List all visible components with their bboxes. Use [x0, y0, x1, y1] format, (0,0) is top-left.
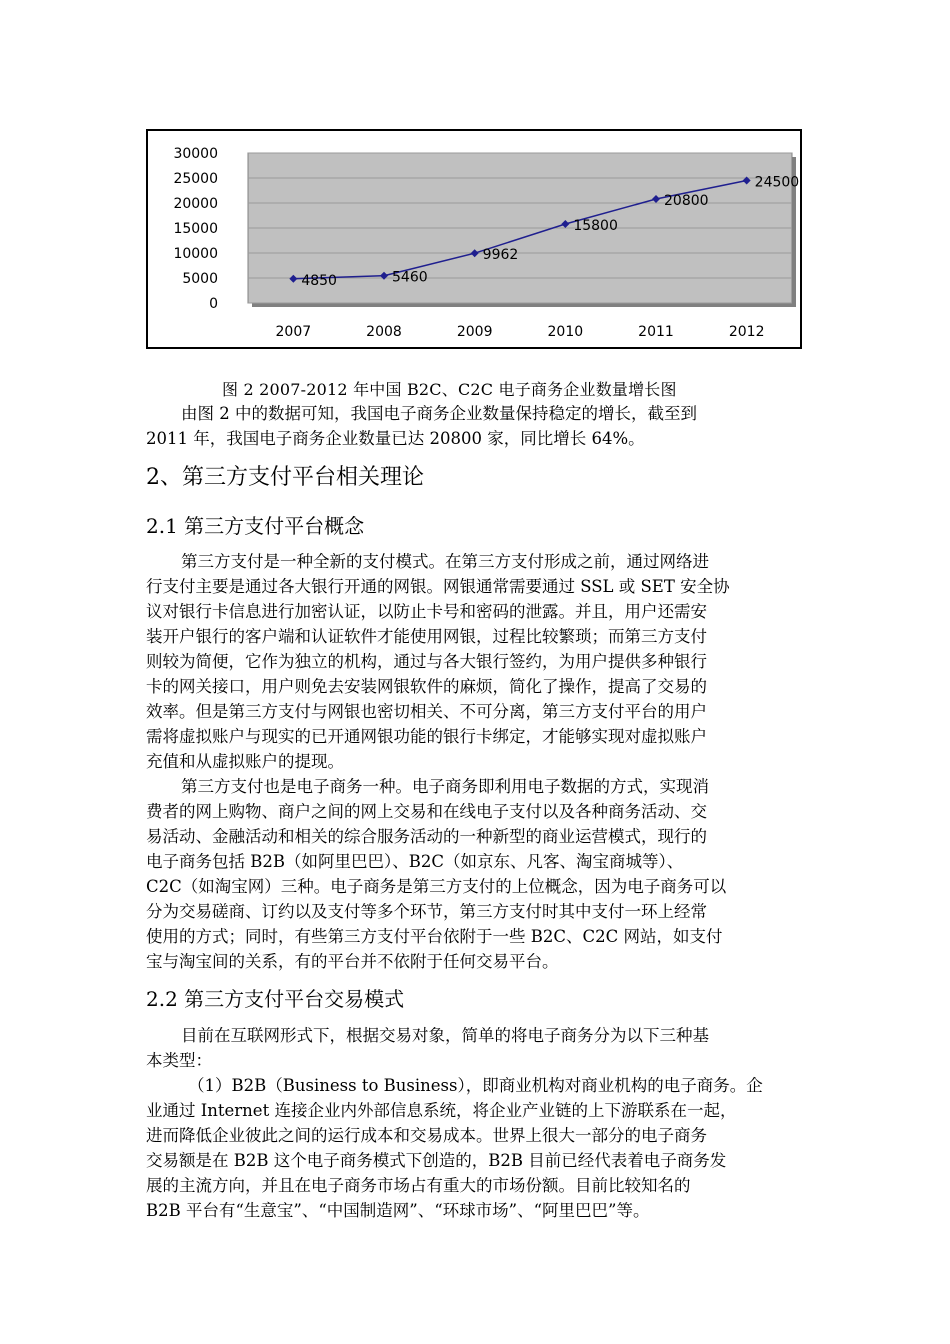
paragraph-summary	[146, 401, 806, 451]
paragraph-line: 第三方支付也是电子商务一种。电子商务即利用电子数据的方式，实现消	[181, 777, 709, 796]
paragraph-line: 装开户银行的客户端和认证软件才能使用网银，过程比较繁琐；而第三方支付	[146, 627, 707, 646]
paragraph-line: 宝与淘宝间的关系，有的平台并不依附于任何交易平台。	[146, 952, 559, 971]
paragraph-line: 分为交易磋商、订约以及支付等多个环节，第三方支付时其中支付一环上经常	[146, 902, 707, 921]
paragraph-line: 本类型：	[146, 1051, 212, 1070]
paragraph-types-intro	[146, 1023, 806, 1073]
data-label: 24500	[754, 174, 800, 191]
y-tick-label: 30000	[173, 146, 218, 162]
paragraph-line: 卡的网关接口，用户则免去安装网银软件的麻烦，简化了操作，提高了交易的	[146, 677, 707, 696]
y-tick-label: 20000	[173, 196, 218, 212]
y-tick-label: 0	[209, 296, 218, 312]
y-tick-label: 25000	[173, 171, 218, 187]
x-tick-label: 2012	[728, 324, 765, 340]
paragraph-line: 电子商务包括 B2B（如阿里巴巴）、B2C（如京东、凡客、淘宝商城等）、	[146, 852, 684, 871]
figure-caption: 图 2 2007-2012 年中国 B2C、C2C 电子商务企业数量增长图	[222, 380, 677, 399]
x-tick-label: 2010	[547, 324, 584, 340]
paragraph-ecommerce	[146, 774, 806, 974]
paragraph-line: B2B 平台有“生意宝”、“中国制造网”、“环球市场”、“阿里巴巴”等。	[146, 1201, 650, 1220]
paragraph-line: 展的主流方向，并且在电子商务市场占有重大的市场份额。目前比较知名的	[146, 1176, 691, 1195]
paragraph-line: 2011 年，我国电子商务企业数量已达 20800 家，同比增长 64%。	[146, 429, 645, 448]
paragraph-line: 目前在互联网形式下，根据交易对象，简单的将电子商务分为以下三种基	[181, 1026, 709, 1045]
paragraph-line: 由图 2 中的数据可知，我国电子商务企业数量保持稳定的增长，截至到	[181, 404, 697, 423]
paragraph-line: 交易额是在 B2B 这个电子商务模式下创造的，B2B 目前已经代表着电子商务发	[146, 1151, 727, 1170]
paragraph-line: 费者的网上购物、商户之间的网上交易和在线电子支付以及各种商务活动、交	[146, 802, 707, 821]
paragraph-line: 易活动、金融活动和相关的综合服务活动的一种新型的商业运营模式，现行的	[146, 827, 707, 846]
paragraph-line: 效率。但是第三方支付与网银也密切相关、不可分离，第三方支付平台的用户	[146, 702, 707, 721]
data-label: 9962	[482, 247, 519, 264]
paragraph-concept	[146, 549, 806, 774]
y-tick-label: 10000	[173, 246, 218, 262]
paragraph-line: （1）B2B（Business to Business），即商业机构对商业机构的电子商务。企	[188, 1076, 763, 1095]
x-tick-label: 2008	[366, 324, 402, 340]
x-tick-label: 2007	[275, 324, 312, 340]
section-heading: 2、第三方支付平台相关理论	[146, 465, 424, 490]
paragraph-line: 使用的方式；同时，有些第三方支付平台依附于一些 B2C、C2C 网站，如支付	[146, 927, 723, 946]
paragraph-line: C2C（如淘宝网）三种。电子商务是第三方支付的上位概念，因为电子商务可以	[146, 877, 727, 896]
paragraph-b2b	[146, 1073, 806, 1223]
paragraph-line: 进而降低企业彼此之间的运行成本和交易成本。世界上很大一部分的电子商务	[146, 1126, 707, 1145]
paragraph-line: 业通过 Internet 连接企业内外部信息系统，将企业产业链的上下游联系在一起，	[146, 1101, 737, 1120]
paragraph-line: 充值和从虚拟账户的提现。	[146, 752, 344, 771]
data-label: 5460	[392, 269, 428, 286]
y-tick-label: 5000	[182, 271, 218, 287]
chart-svg	[148, 131, 800, 347]
line-chart	[146, 129, 802, 349]
y-tick-label: 15000	[173, 221, 218, 237]
paragraph-line: 则较为简便，它作为独立的机构，通过与各大银行签约，为用户提供多种银行	[146, 652, 707, 671]
paragraph-line: 行支付主要是通过各大银行开通的网银。网银通常需要通过 SSL 或 SET 安全协	[146, 577, 730, 596]
subsection-heading-modes: 2.2 第三方支付平台交易模式	[146, 987, 405, 1011]
paragraph-line: 议对银行卡信息进行加密认证，以防止卡号和密码的泄露。并且，用户还需安	[146, 602, 707, 621]
paragraph-line: 需将虚拟账户与现实的已开通网银功能的银行卡绑定，才能够实现对虚拟账户	[146, 727, 707, 746]
subsection-heading-concept: 2.1 第三方支付平台概念	[146, 514, 365, 538]
paragraph-line: 第三方支付是一种全新的支付模式。在第三方支付形成之前，通过网络进	[181, 552, 709, 571]
data-label: 4850	[301, 272, 337, 289]
x-tick-label: 2009	[456, 324, 493, 340]
data-label: 20800	[664, 193, 709, 209]
x-tick-label: 2011	[638, 324, 674, 340]
data-label: 15800	[573, 218, 618, 234]
